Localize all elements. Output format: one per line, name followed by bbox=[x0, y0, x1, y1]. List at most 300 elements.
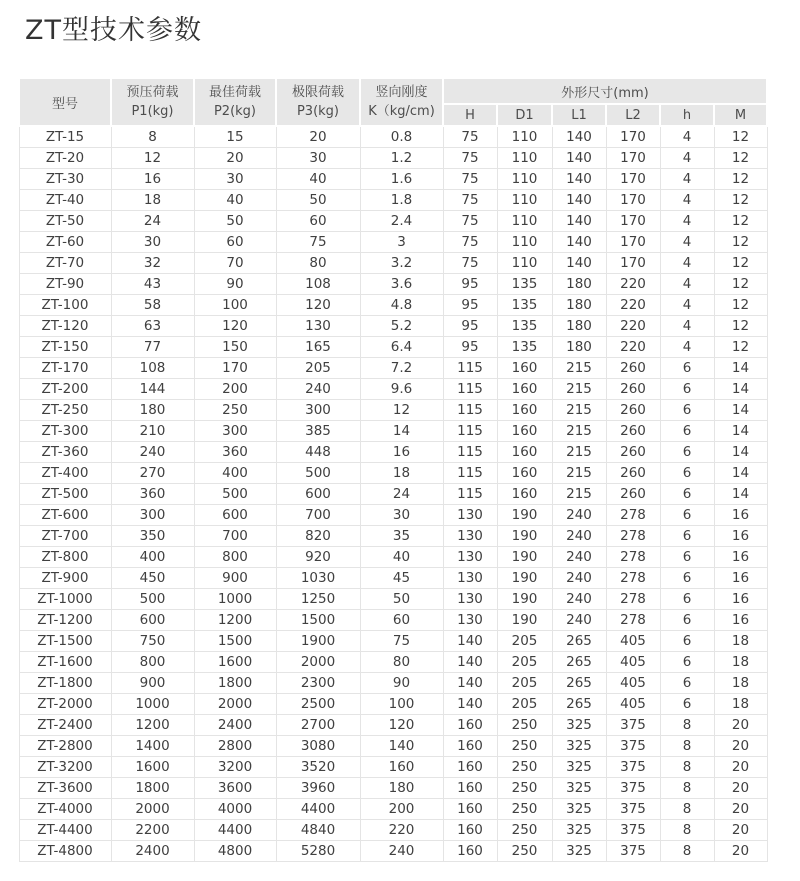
table-row bbox=[19, 757, 767, 778]
value-cell: 2000 bbox=[111, 799, 194, 820]
value-cell: 405 bbox=[606, 631, 660, 652]
value-cell: 30 bbox=[111, 232, 194, 253]
table-row bbox=[19, 126, 767, 148]
value-cell: 6 bbox=[660, 694, 714, 715]
value-cell: 0.8 bbox=[360, 126, 443, 148]
value-cell: 2400 bbox=[111, 841, 194, 862]
value-cell: 16 bbox=[714, 526, 767, 547]
value-cell: 110 bbox=[497, 126, 552, 148]
model-cell: ZT-500 bbox=[19, 484, 111, 505]
value-cell: 30 bbox=[194, 169, 276, 190]
value-cell: 8 bbox=[660, 757, 714, 778]
model-cell: ZT-40 bbox=[19, 190, 111, 211]
value-cell: 240 bbox=[360, 841, 443, 862]
value-cell: 8 bbox=[660, 841, 714, 862]
value-cell: 215 bbox=[552, 442, 606, 463]
value-cell: 375 bbox=[606, 841, 660, 862]
value-cell: 160 bbox=[497, 400, 552, 421]
model-cell: ZT-250 bbox=[19, 400, 111, 421]
value-cell: 115 bbox=[443, 400, 497, 421]
col-header-M: M bbox=[714, 104, 767, 126]
model-cell: ZT-200 bbox=[19, 379, 111, 400]
value-cell: 14 bbox=[714, 463, 767, 484]
value-cell: 12 bbox=[714, 337, 767, 358]
value-cell: 12 bbox=[714, 295, 767, 316]
value-cell: 215 bbox=[552, 358, 606, 379]
value-cell: 4 bbox=[660, 337, 714, 358]
value-cell: 95 bbox=[443, 295, 497, 316]
value-cell: 140 bbox=[552, 190, 606, 211]
table-row bbox=[19, 694, 767, 715]
value-cell: 3080 bbox=[276, 736, 360, 757]
value-cell: 12 bbox=[714, 232, 767, 253]
value-cell: 130 bbox=[443, 526, 497, 547]
value-cell: 75 bbox=[443, 169, 497, 190]
table-row bbox=[19, 778, 767, 799]
model-cell: ZT-4400 bbox=[19, 820, 111, 841]
value-cell: 170 bbox=[606, 126, 660, 148]
value-cell: 18 bbox=[714, 694, 767, 715]
value-cell: 385 bbox=[276, 421, 360, 442]
value-cell: 405 bbox=[606, 673, 660, 694]
value-cell: 1030 bbox=[276, 568, 360, 589]
value-cell: 400 bbox=[194, 463, 276, 484]
value-cell: 14 bbox=[714, 379, 767, 400]
value-cell: 170 bbox=[606, 211, 660, 232]
value-cell: 6 bbox=[660, 379, 714, 400]
value-cell: 375 bbox=[606, 715, 660, 736]
table-row bbox=[19, 337, 767, 358]
model-cell: ZT-30 bbox=[19, 169, 111, 190]
value-cell: 250 bbox=[194, 400, 276, 421]
value-cell: 2300 bbox=[276, 673, 360, 694]
value-cell: 130 bbox=[443, 610, 497, 631]
value-cell: 325 bbox=[552, 715, 606, 736]
value-cell: 140 bbox=[360, 736, 443, 757]
value-cell: 1.6 bbox=[360, 169, 443, 190]
value-cell: 600 bbox=[111, 610, 194, 631]
value-cell: 75 bbox=[276, 232, 360, 253]
value-cell: 14 bbox=[714, 358, 767, 379]
value-cell: 210 bbox=[111, 421, 194, 442]
value-cell: 160 bbox=[443, 820, 497, 841]
value-cell: 40 bbox=[360, 547, 443, 568]
value-cell: 12 bbox=[714, 274, 767, 295]
value-cell: 200 bbox=[360, 799, 443, 820]
model-cell: ZT-1200 bbox=[19, 610, 111, 631]
value-cell: 1800 bbox=[194, 673, 276, 694]
col-header-ultimate-load-unit: P3(kg) bbox=[296, 104, 340, 119]
value-cell: 18 bbox=[111, 190, 194, 211]
value-cell: 240 bbox=[276, 379, 360, 400]
value-cell: 1500 bbox=[194, 631, 276, 652]
model-cell: ZT-400 bbox=[19, 463, 111, 484]
value-cell: 260 bbox=[606, 442, 660, 463]
value-cell: 5.2 bbox=[360, 316, 443, 337]
value-cell: 6 bbox=[660, 421, 714, 442]
value-cell: 6 bbox=[660, 358, 714, 379]
table-row bbox=[19, 148, 767, 169]
value-cell: 14 bbox=[714, 442, 767, 463]
value-cell: 215 bbox=[552, 400, 606, 421]
value-cell: 4 bbox=[660, 295, 714, 316]
value-cell: 95 bbox=[443, 316, 497, 337]
value-cell: 170 bbox=[194, 358, 276, 379]
value-cell: 140 bbox=[443, 694, 497, 715]
value-cell: 250 bbox=[497, 778, 552, 799]
value-cell: 278 bbox=[606, 547, 660, 568]
value-cell: 5280 bbox=[276, 841, 360, 862]
value-cell: 20 bbox=[714, 799, 767, 820]
value-cell: 6 bbox=[660, 442, 714, 463]
value-cell: 12 bbox=[360, 400, 443, 421]
value-cell: 1000 bbox=[194, 589, 276, 610]
value-cell: 205 bbox=[497, 652, 552, 673]
value-cell: 160 bbox=[497, 379, 552, 400]
value-cell: 1250 bbox=[276, 589, 360, 610]
table-row bbox=[19, 316, 767, 337]
col-header-vertical-stiffness-unit: K（kg/cm) bbox=[368, 104, 435, 119]
value-cell: 4800 bbox=[194, 841, 276, 862]
value-cell: 278 bbox=[606, 610, 660, 631]
value-cell: 75 bbox=[443, 126, 497, 148]
col-header-model: 型号 bbox=[19, 78, 111, 126]
table-row bbox=[19, 610, 767, 631]
value-cell: 160 bbox=[497, 442, 552, 463]
value-cell: 6 bbox=[660, 505, 714, 526]
value-cell: 1800 bbox=[111, 778, 194, 799]
value-cell: 2700 bbox=[276, 715, 360, 736]
value-cell: 135 bbox=[497, 316, 552, 337]
value-cell: 115 bbox=[443, 379, 497, 400]
value-cell: 8 bbox=[660, 778, 714, 799]
value-cell: 80 bbox=[360, 652, 443, 673]
value-cell: 215 bbox=[552, 421, 606, 442]
value-cell: 110 bbox=[497, 232, 552, 253]
value-cell: 12 bbox=[714, 190, 767, 211]
value-cell: 4 bbox=[660, 316, 714, 337]
value-cell: 35 bbox=[360, 526, 443, 547]
col-header-dimensions-group: 外形尺寸(mm) bbox=[443, 78, 767, 104]
value-cell: 260 bbox=[606, 400, 660, 421]
value-cell: 20 bbox=[714, 841, 767, 862]
value-cell: 135 bbox=[497, 295, 552, 316]
value-cell: 6 bbox=[660, 484, 714, 505]
table-row bbox=[19, 442, 767, 463]
table-row bbox=[19, 631, 767, 652]
model-cell: ZT-170 bbox=[19, 358, 111, 379]
value-cell: 6 bbox=[660, 400, 714, 421]
value-cell: 260 bbox=[606, 421, 660, 442]
value-cell: 40 bbox=[194, 190, 276, 211]
col-header-L2: L2 bbox=[606, 104, 660, 126]
value-cell: 190 bbox=[497, 505, 552, 526]
value-cell: 108 bbox=[111, 358, 194, 379]
value-cell: 375 bbox=[606, 736, 660, 757]
value-cell: 1600 bbox=[111, 757, 194, 778]
value-cell: 2500 bbox=[276, 694, 360, 715]
model-cell: ZT-3600 bbox=[19, 778, 111, 799]
value-cell: 1600 bbox=[194, 652, 276, 673]
value-cell: 160 bbox=[443, 841, 497, 862]
value-cell: 215 bbox=[552, 484, 606, 505]
value-cell: 95 bbox=[443, 337, 497, 358]
value-cell: 6 bbox=[660, 589, 714, 610]
value-cell: 24 bbox=[360, 484, 443, 505]
table-row bbox=[19, 589, 767, 610]
value-cell: 75 bbox=[443, 232, 497, 253]
value-cell: 278 bbox=[606, 526, 660, 547]
value-cell: 75 bbox=[443, 211, 497, 232]
value-cell: 90 bbox=[194, 274, 276, 295]
value-cell: 24 bbox=[111, 211, 194, 232]
value-cell: 8 bbox=[660, 715, 714, 736]
value-cell: 50 bbox=[360, 589, 443, 610]
value-cell: 60 bbox=[194, 232, 276, 253]
value-cell: 8 bbox=[660, 736, 714, 757]
table-row bbox=[19, 652, 767, 673]
col-header-preload-unit: P1(kg) bbox=[131, 104, 174, 119]
value-cell: 4 bbox=[660, 211, 714, 232]
value-cell: 265 bbox=[552, 694, 606, 715]
value-cell: 15 bbox=[194, 126, 276, 148]
value-cell: 325 bbox=[552, 820, 606, 841]
table-row bbox=[19, 400, 767, 421]
value-cell: 278 bbox=[606, 505, 660, 526]
value-cell: 144 bbox=[111, 379, 194, 400]
model-cell: ZT-2000 bbox=[19, 694, 111, 715]
table-row bbox=[19, 295, 767, 316]
value-cell: 180 bbox=[552, 274, 606, 295]
value-cell: 4400 bbox=[194, 820, 276, 841]
value-cell: 220 bbox=[606, 337, 660, 358]
value-cell: 180 bbox=[552, 337, 606, 358]
value-cell: 115 bbox=[443, 463, 497, 484]
col-header-vertical-stiffness bbox=[360, 78, 443, 126]
value-cell: 2000 bbox=[194, 694, 276, 715]
col-header-D1: D1 bbox=[497, 104, 552, 126]
value-cell: 12 bbox=[111, 148, 194, 169]
table-row bbox=[19, 253, 767, 274]
value-cell: 8 bbox=[111, 126, 194, 148]
table-row bbox=[19, 547, 767, 568]
value-cell: 160 bbox=[443, 778, 497, 799]
model-cell: ZT-360 bbox=[19, 442, 111, 463]
value-cell: 278 bbox=[606, 568, 660, 589]
model-cell: ZT-600 bbox=[19, 505, 111, 526]
col-header-preload-name: 预压荷载 bbox=[126, 85, 179, 100]
value-cell: 60 bbox=[276, 211, 360, 232]
header-row-1 bbox=[19, 78, 767, 104]
value-cell: 160 bbox=[443, 799, 497, 820]
value-cell: 4 bbox=[660, 190, 714, 211]
value-cell: 160 bbox=[443, 715, 497, 736]
value-cell: 110 bbox=[497, 148, 552, 169]
value-cell: 250 bbox=[497, 736, 552, 757]
value-cell: 20 bbox=[714, 736, 767, 757]
value-cell: 250 bbox=[497, 799, 552, 820]
value-cell: 260 bbox=[606, 463, 660, 484]
value-cell: 14 bbox=[714, 421, 767, 442]
value-cell: 140 bbox=[552, 169, 606, 190]
value-cell: 1000 bbox=[111, 694, 194, 715]
value-cell: 75 bbox=[360, 631, 443, 652]
value-cell: 3.2 bbox=[360, 253, 443, 274]
value-cell: 32 bbox=[111, 253, 194, 274]
model-cell: ZT-100 bbox=[19, 295, 111, 316]
value-cell: 180 bbox=[111, 400, 194, 421]
value-cell: 190 bbox=[497, 610, 552, 631]
value-cell: 325 bbox=[552, 757, 606, 778]
value-cell: 170 bbox=[606, 232, 660, 253]
value-cell: 130 bbox=[443, 547, 497, 568]
table-row bbox=[19, 379, 767, 400]
value-cell: 160 bbox=[443, 736, 497, 757]
value-cell: 130 bbox=[443, 589, 497, 610]
value-cell: 700 bbox=[194, 526, 276, 547]
value-cell: 350 bbox=[111, 526, 194, 547]
table-body bbox=[19, 126, 767, 862]
model-cell: ZT-4800 bbox=[19, 841, 111, 862]
value-cell: 250 bbox=[497, 841, 552, 862]
table-row bbox=[19, 736, 767, 757]
value-cell: 375 bbox=[606, 820, 660, 841]
value-cell: 215 bbox=[552, 463, 606, 484]
value-cell: 265 bbox=[552, 631, 606, 652]
table-row bbox=[19, 274, 767, 295]
value-cell: 375 bbox=[606, 799, 660, 820]
value-cell: 50 bbox=[194, 211, 276, 232]
value-cell: 190 bbox=[497, 589, 552, 610]
table-row bbox=[19, 463, 767, 484]
value-cell: 120 bbox=[360, 715, 443, 736]
value-cell: 325 bbox=[552, 778, 606, 799]
value-cell: 8 bbox=[660, 799, 714, 820]
value-cell: 60 bbox=[360, 610, 443, 631]
value-cell: 100 bbox=[194, 295, 276, 316]
value-cell: 500 bbox=[111, 589, 194, 610]
value-cell: 6 bbox=[660, 631, 714, 652]
value-cell: 115 bbox=[443, 442, 497, 463]
value-cell: 4 bbox=[660, 232, 714, 253]
value-cell: 3 bbox=[360, 232, 443, 253]
value-cell: 115 bbox=[443, 484, 497, 505]
value-cell: 1200 bbox=[111, 715, 194, 736]
value-cell: 325 bbox=[552, 736, 606, 757]
value-cell: 14 bbox=[714, 400, 767, 421]
value-cell: 115 bbox=[443, 358, 497, 379]
value-cell: 140 bbox=[443, 652, 497, 673]
value-cell: 300 bbox=[276, 400, 360, 421]
value-cell: 220 bbox=[606, 274, 660, 295]
value-cell: 130 bbox=[443, 568, 497, 589]
value-cell: 1.2 bbox=[360, 148, 443, 169]
value-cell: 170 bbox=[606, 169, 660, 190]
model-cell: ZT-3200 bbox=[19, 757, 111, 778]
value-cell: 220 bbox=[606, 295, 660, 316]
value-cell: 1900 bbox=[276, 631, 360, 652]
value-cell: 1400 bbox=[111, 736, 194, 757]
value-cell: 170 bbox=[606, 148, 660, 169]
value-cell: 265 bbox=[552, 652, 606, 673]
value-cell: 14 bbox=[714, 484, 767, 505]
value-cell: 2.4 bbox=[360, 211, 443, 232]
value-cell: 110 bbox=[497, 169, 552, 190]
value-cell: 20 bbox=[194, 148, 276, 169]
value-cell: 2400 bbox=[194, 715, 276, 736]
model-cell: ZT-1000 bbox=[19, 589, 111, 610]
value-cell: 4840 bbox=[276, 820, 360, 841]
value-cell: 2800 bbox=[194, 736, 276, 757]
value-cell: 115 bbox=[443, 421, 497, 442]
value-cell: 800 bbox=[194, 547, 276, 568]
model-cell: ZT-120 bbox=[19, 316, 111, 337]
table-header bbox=[19, 78, 767, 126]
value-cell: 140 bbox=[552, 253, 606, 274]
value-cell: 20 bbox=[714, 757, 767, 778]
value-cell: 3520 bbox=[276, 757, 360, 778]
value-cell: 260 bbox=[606, 379, 660, 400]
value-cell: 400 bbox=[111, 547, 194, 568]
value-cell: 50 bbox=[276, 190, 360, 211]
value-cell: 4 bbox=[660, 274, 714, 295]
value-cell: 16 bbox=[714, 568, 767, 589]
value-cell: 63 bbox=[111, 316, 194, 337]
value-cell: 9.6 bbox=[360, 379, 443, 400]
col-header-h: h bbox=[660, 104, 714, 126]
table-row bbox=[19, 211, 767, 232]
value-cell: 800 bbox=[111, 652, 194, 673]
value-cell: 260 bbox=[606, 484, 660, 505]
value-cell: 16 bbox=[360, 442, 443, 463]
value-cell: 1.8 bbox=[360, 190, 443, 211]
value-cell: 3960 bbox=[276, 778, 360, 799]
value-cell: 220 bbox=[360, 820, 443, 841]
value-cell: 110 bbox=[497, 253, 552, 274]
value-cell: 75 bbox=[443, 190, 497, 211]
value-cell: 12 bbox=[714, 169, 767, 190]
value-cell: 205 bbox=[497, 631, 552, 652]
value-cell: 20 bbox=[714, 715, 767, 736]
value-cell: 215 bbox=[552, 379, 606, 400]
col-header-L1: L1 bbox=[552, 104, 606, 126]
value-cell: 600 bbox=[276, 484, 360, 505]
col-header-ultimate-load bbox=[276, 78, 360, 126]
model-cell: ZT-1500 bbox=[19, 631, 111, 652]
page-title: ZT型技术参数 bbox=[25, 15, 202, 46]
value-cell: 30 bbox=[360, 505, 443, 526]
value-cell: 500 bbox=[194, 484, 276, 505]
value-cell: 250 bbox=[497, 820, 552, 841]
model-cell: ZT-700 bbox=[19, 526, 111, 547]
table-row bbox=[19, 526, 767, 547]
value-cell: 4 bbox=[660, 126, 714, 148]
value-cell: 300 bbox=[194, 421, 276, 442]
value-cell: 240 bbox=[552, 610, 606, 631]
value-cell: 278 bbox=[606, 589, 660, 610]
value-cell: 3200 bbox=[194, 757, 276, 778]
value-cell: 135 bbox=[497, 337, 552, 358]
value-cell: 45 bbox=[360, 568, 443, 589]
col-header-preload bbox=[111, 78, 194, 126]
value-cell: 140 bbox=[552, 148, 606, 169]
value-cell: 900 bbox=[111, 673, 194, 694]
value-cell: 450 bbox=[111, 568, 194, 589]
value-cell: 6 bbox=[660, 673, 714, 694]
value-cell: 140 bbox=[552, 211, 606, 232]
value-cell: 6 bbox=[660, 526, 714, 547]
value-cell: 160 bbox=[443, 757, 497, 778]
